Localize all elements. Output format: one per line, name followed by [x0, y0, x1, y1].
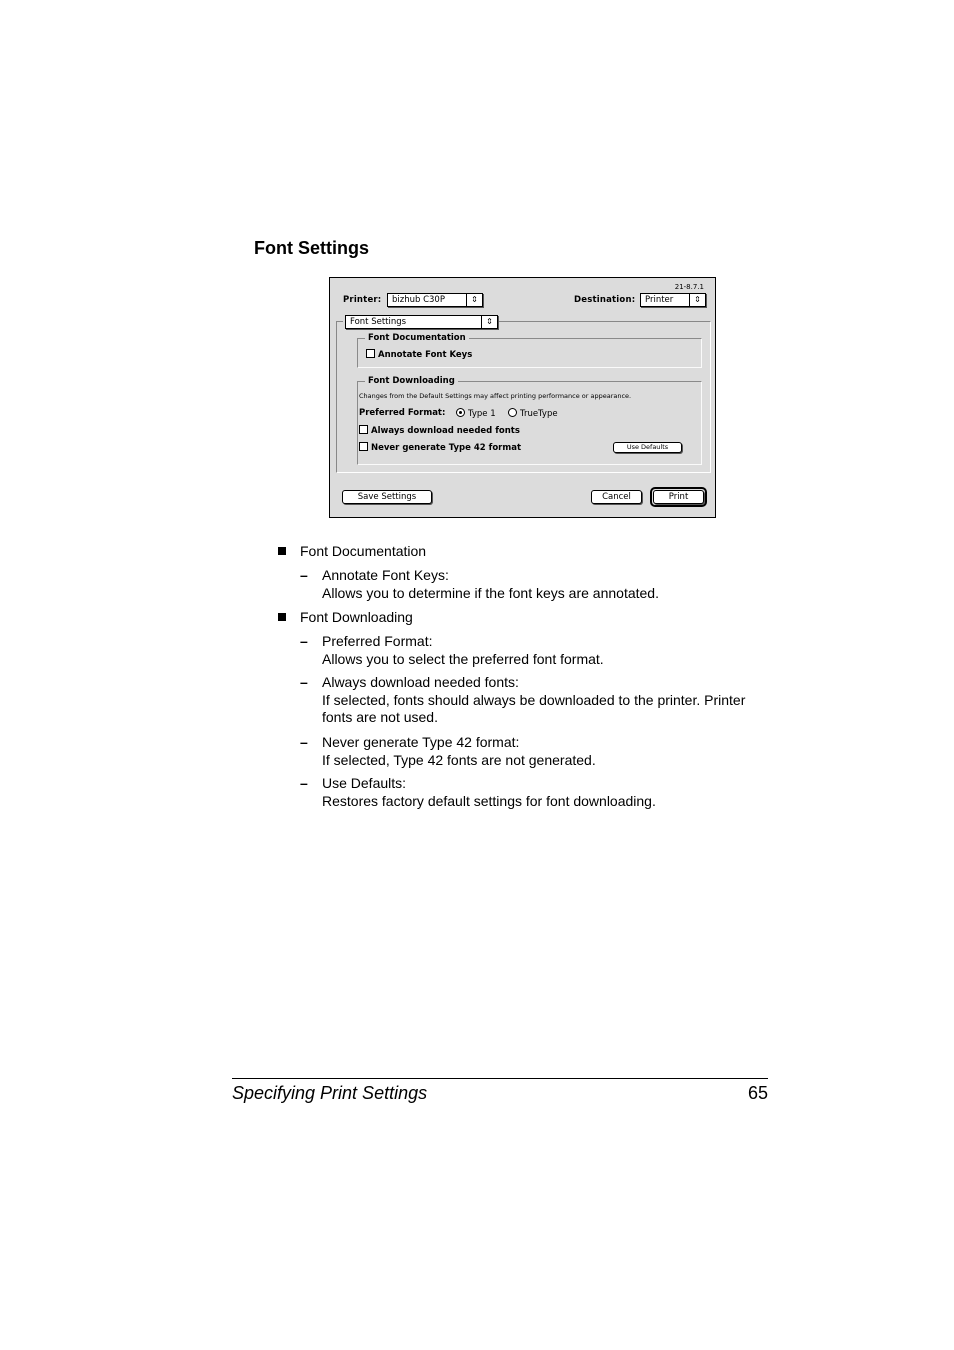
radio-selected-icon — [456, 408, 465, 417]
panel-popup[interactable] — [345, 315, 498, 329]
format-option-truetype: TrueType — [520, 409, 558, 419]
bullet-label: Font Documentation — [300, 543, 427, 559]
font-documentation-group — [357, 333, 702, 368]
save-settings-button[interactable]: Save Settings — [342, 490, 432, 504]
always-download-checkbox[interactable] — [359, 425, 520, 436]
footer-rule — [232, 1078, 768, 1079]
radio-unselected-icon — [508, 408, 517, 417]
destination-popup-value: Printer — [645, 295, 674, 305]
bullet-label: Font Downloading — [300, 609, 413, 625]
subitem-text: If selected, Type 42 fonts are not generated. — [322, 751, 596, 768]
section-title: Font Settings — [254, 238, 369, 258]
always-download-label: Always download needed fonts — [371, 426, 520, 436]
dash-bullet-icon: – — [300, 734, 308, 750]
format-radio-truetype[interactable] — [508, 408, 558, 419]
checkbox-icon — [359, 425, 368, 434]
subitem-title: Always download needed fonts: — [322, 674, 519, 690]
font-downloading-title: Font Downloading — [365, 376, 458, 387]
subitem-text: Allows you to determine if the font keys are annotated. — [322, 584, 659, 601]
annotate-font-keys-label: Annotate Font Keys — [378, 350, 473, 360]
updown-arrows-icon: ⇕ — [466, 294, 482, 306]
subitem-text: If selected, fonts should always be downloaded to the printer. Printer — [322, 691, 746, 708]
subitem-title: Annotate Font Keys: — [322, 567, 449, 583]
dash-bullet-icon: – — [300, 567, 308, 583]
printer-popup-value: bizhub C30P — [392, 295, 445, 305]
use-defaults-button[interactable]: Use Defaults — [613, 442, 682, 453]
subitem-title: Never generate Type 42 format: — [322, 734, 520, 750]
panel-popup-wrap — [343, 314, 498, 330]
never-generate-label: Never generate Type 42 format — [371, 443, 522, 453]
subitem-text: fonts are not used. — [322, 709, 438, 725]
subitem-title: Use Defaults: — [322, 775, 407, 791]
printer-label: Printer: — [343, 295, 382, 305]
updown-arrows-icon: ⇕ — [689, 294, 705, 306]
dialog-version: 21-8.7.1 — [674, 283, 704, 291]
dash-bullet-icon: – — [300, 633, 308, 649]
print-dialog — [329, 277, 716, 518]
preferred-format-row — [359, 408, 445, 418]
cancel-button[interactable]: Cancel — [591, 490, 642, 504]
square-bullet-icon — [278, 547, 286, 555]
defaults-warning-note: Changes from the Default Settings may affect printing performance or appearance. — [359, 392, 632, 400]
checkbox-icon — [359, 442, 368, 451]
updown-arrows-icon: ⇕ — [481, 316, 497, 328]
format-radio-type1[interactable] — [456, 408, 496, 419]
subitem-text: Restores factory default settings for font downloading. — [322, 792, 656, 809]
printer-popup[interactable] — [387, 293, 483, 307]
never-generate-checkbox[interactable] — [359, 442, 521, 453]
panel-popup-value: Font Settings — [350, 317, 407, 327]
footer-title: Specifying Print Settings — [232, 1083, 428, 1103]
page-number: 65 — [747, 1083, 768, 1103]
checkbox-icon — [366, 349, 375, 358]
destination-popup[interactable] — [640, 293, 706, 307]
font-documentation-title: Font Documentation — [365, 333, 469, 344]
format-option-type1: Type 1 — [468, 409, 496, 419]
annotate-font-keys-checkbox[interactable] — [366, 349, 472, 360]
subitem-text: Allows you to select the preferred font format. — [322, 650, 604, 667]
print-button[interactable]: Print — [653, 490, 704, 504]
dash-bullet-icon: – — [300, 775, 308, 791]
subitem-title: Preferred Format: — [322, 633, 433, 649]
destination-label: Destination: — [574, 295, 636, 305]
dash-bullet-icon: – — [300, 674, 308, 690]
preferred-format-label: Preferred Format: — [359, 408, 446, 418]
square-bullet-icon — [278, 613, 286, 621]
